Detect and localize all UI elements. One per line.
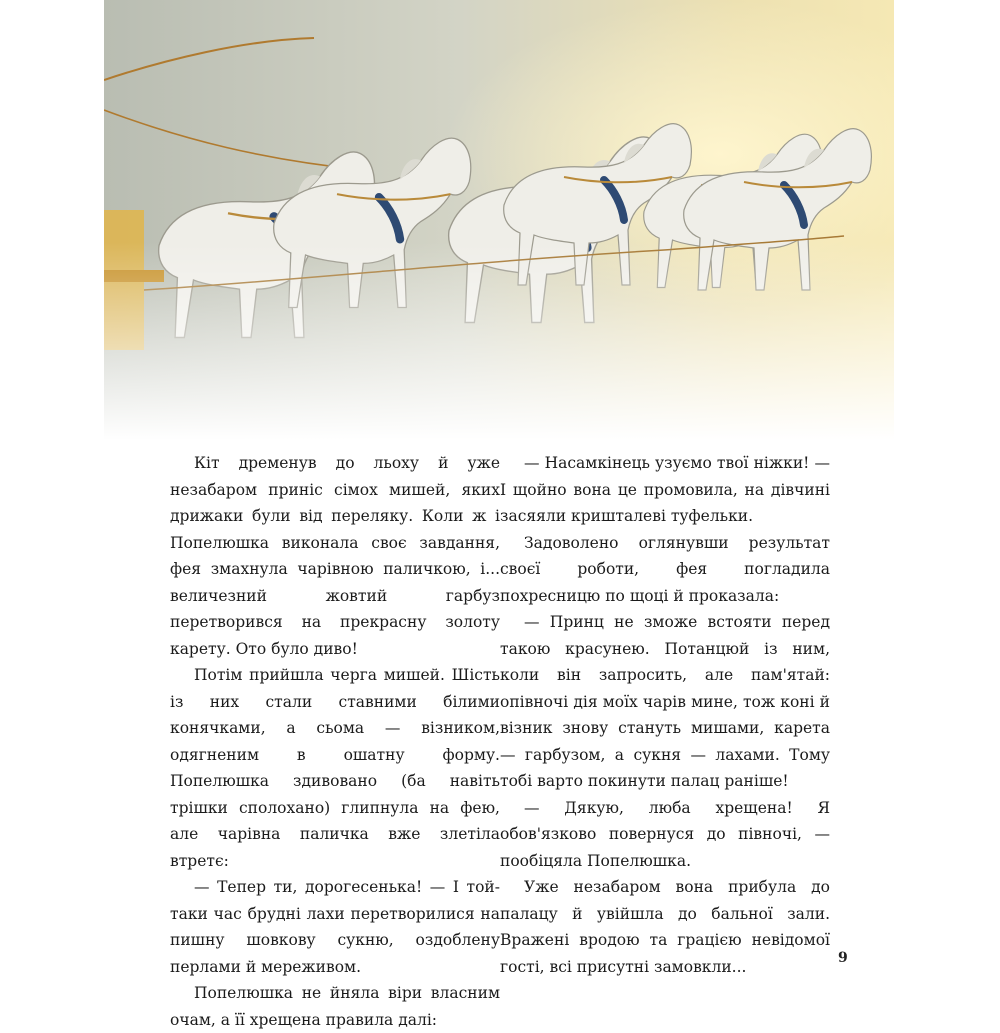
paragraph: Потім прийшла черга мишей. Шість із них стали ставними білими конячками, а сьома — візником, одягненим в ошатну форму. Попелюшка здивовано (ба навіть трішки сполохано) глипнула на фею, але чарівна паличка вже злетіла втретє: [170, 666, 500, 870]
page-number: 9 [838, 950, 848, 966]
paragraph: Кіт дременув до льоху й уже незабаром приніс сімох мишей, яких дрижаки були від переляку. Коли ж і Попелюшка виконала своє завдання, фея змахнула чарівною паличкою, і... величезний жовтий гарбуз перетворився на прекрасну золоту карету. Ото було диво! [170, 454, 500, 658]
white-horses-pulling-golden-carriage-icon [104, 0, 894, 440]
left-text-column [170, 450, 500, 1033]
paragraph: — Тепер ти, дорогесенька! — І той-таки час брудні лахи перетворилися на пишну шовкову сукню, оздоблену перлами й мереживом. [170, 878, 500, 976]
paragraph: Уже незабаром вона прибула до палацу й увійшла до бальної зали. Вражені вродою та грацією невідомої гості, всі присутні замовкли... [500, 878, 830, 976]
paragraph: Задоволено оглянувши результат своєї роботи, фея погладила похресницю по щоці й проказала: [500, 533, 830, 605]
paragraph: — Дякую, люба хрещена! Я обов'язково повернуся до півночі, — пообіцяла Попелюшка. [500, 798, 830, 870]
horses-illustration [104, 0, 894, 440]
paragraph: — Насамкінець узуємо твої ніжки! — І щойно вона це промовила, на дівчині засяяли кришталеві туфельки. [500, 454, 830, 525]
paragraph: Попелюшка не йняла віри власним очам, а її хрещена правила далі: [170, 984, 500, 1029]
paragraph: — Принц не зможе встояти перед такою красунею. Потанцюй із ним, коли він запросить, але пам'ятай: опівночі дія моїх чарів мине, тож коні й візник знову стануть мишами, карета — гарбузом, а сукня — лахами. Тому тобі варто покинути палац раніше! [500, 613, 830, 790]
right-text-column [500, 450, 830, 980]
